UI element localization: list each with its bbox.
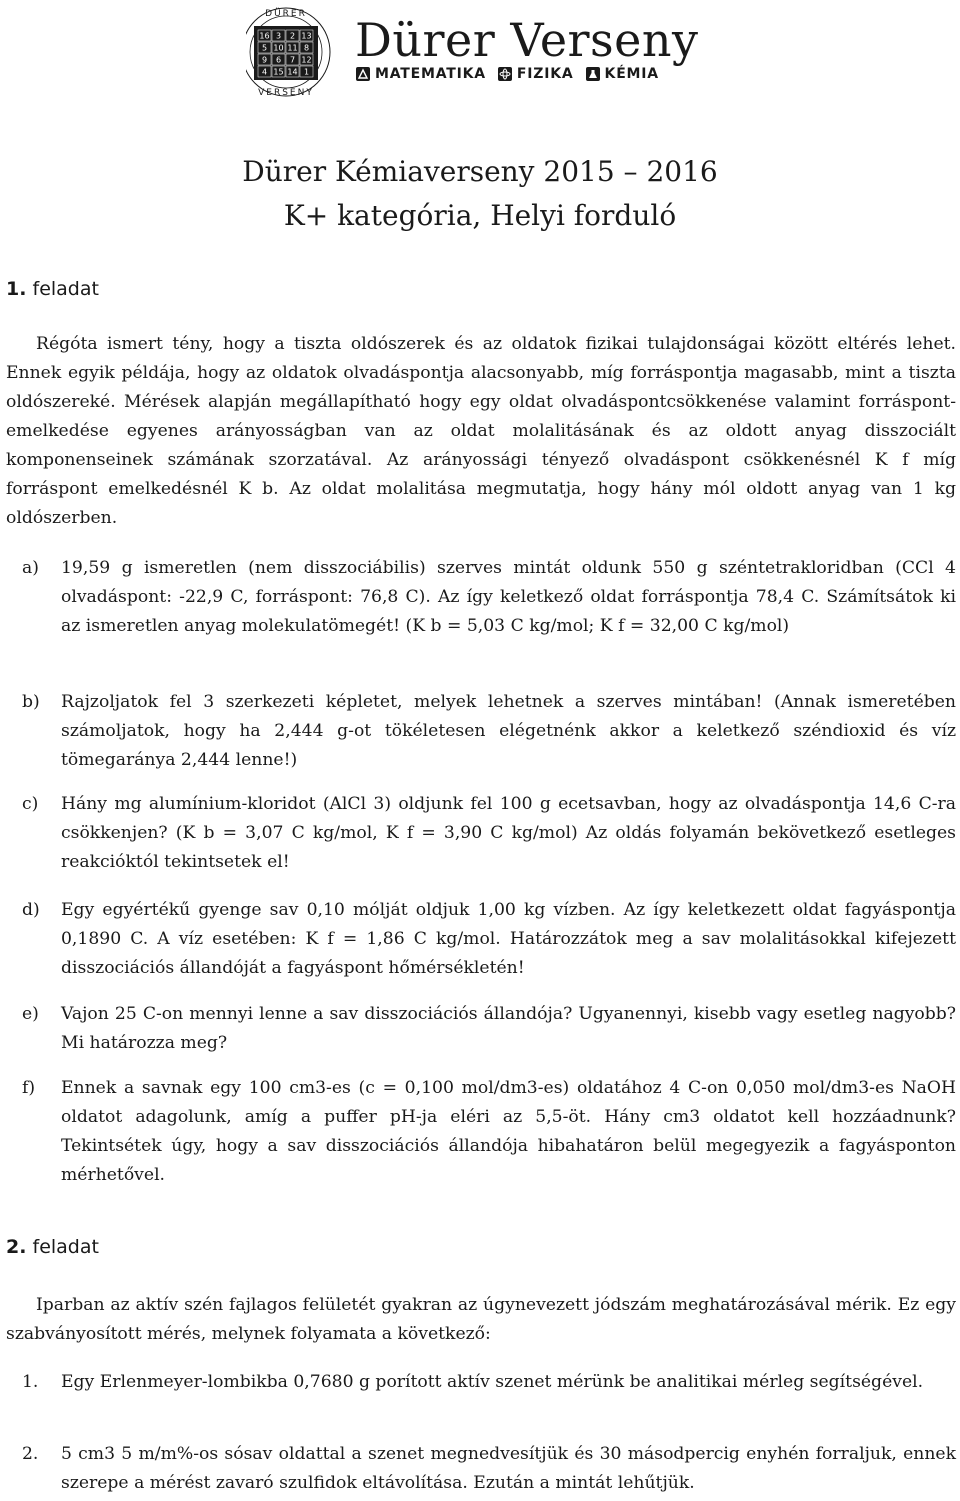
magic-square-number: 10 bbox=[273, 43, 284, 53]
magic-square-number: 5 bbox=[261, 43, 268, 53]
intro-text: Iparban az aktív szén fajlagos felületét gyakran az úgynevezett jódszám meghatározásával mérik. Ez egy szabványosított mérés, melynek folyamata a következő: bbox=[6, 1295, 956, 1344]
task1-item-b bbox=[6, 688, 956, 775]
item-label: b) bbox=[22, 692, 40, 712]
task1-heading bbox=[6, 276, 99, 302]
step-text: Egy Erlenmeyer-lombikba 0,7680 g porított aktív szenet mérünk be analitikai mérleg segítségével. bbox=[61, 1372, 924, 1392]
magic-square-number: 4 bbox=[261, 67, 268, 77]
task2-step-1 bbox=[6, 1368, 956, 1397]
magic-square-number: 11 bbox=[287, 43, 298, 53]
task-label: feladat bbox=[32, 278, 99, 300]
svg-text:VERSENY: VERSENY bbox=[258, 88, 314, 98]
magic-square-number: 3 bbox=[275, 31, 282, 41]
item-text: Rajzoljatok fel 3 szerkezeti képletet, melyek lehetnek a szerves mintában! (Annak ismeretében számoljatok, hogy ha 2,444 g-ot tökéletesen elégetnénk akkor a keletkező széndioxid és víz tömegaránya 2,444 lenne!) bbox=[61, 692, 956, 770]
item-text: 19,59 g ismeretlen (nem disszociábilis) szerves mintát oldunk 550 g széntetrakloridban (CCl 4 olvadáspont: -22,9 C, forráspont: 76,8 C). Az így keletkező oldat forráspontja 78,4 C. Számítsátok ki az ismeretlen anyag molekulatömegét! (K b = 5,03 C kg/mol; K f = 32,00 C kg/mol) bbox=[61, 558, 956, 636]
header-logo bbox=[246, 4, 726, 100]
item-label: e) bbox=[22, 1004, 39, 1024]
task-label: feladat bbox=[32, 1236, 99, 1258]
task2-intro bbox=[6, 1291, 956, 1349]
subject-label: MATEMATIKA bbox=[375, 66, 486, 82]
flask-icon bbox=[586, 67, 600, 81]
svg-text:DÜRER: DÜRER bbox=[265, 9, 307, 19]
item-label: f) bbox=[22, 1078, 36, 1098]
item-label: c) bbox=[22, 794, 39, 814]
task1-item-d bbox=[6, 896, 956, 983]
item-text: Egy egyértékű gyenge sav 0,10 mólját oldjuk 1,00 kg vízben. Az így keletkezett oldat fagyáspontja 0,1890 C. A víz esetében: K f = 1,86 C kg/mol. Határozzátok meg a sav molalitásokkal kifejezett disszociációs állandóját a fagyáspont hőmérsékletén! bbox=[61, 900, 956, 978]
subject-kemia bbox=[586, 66, 659, 82]
item-text: Vajon 25 C-on mennyi lenne a sav disszociációs állandója? Ugyanennyi, kisebb vagy esetleg nagyobb? Mi határozza meg? bbox=[61, 1004, 956, 1053]
intro-text: Régóta ismert tény, hogy a tiszta oldószerek és az oldatok fizikai tulajdonságai között eltérés lehet. Ennek egyik példája, hogy az oldatok olvadáspontja alacsonyabb, míg forráspontja magasabb, mint a tiszta oldószereké. Mérések alapján megállapítható hogy egy oldat olvadáspontcsökkenése valamint forráspont-emelkedése egyenes arányosságban van az oldat molalitásának és az oldott anyag disszociált komponenseinek számának szorzatával. Az arányossági tényező olvadáspont csökkenésnél K f míg forráspont emelkedésnél K b. Az oldat molalitása megmutatja, hogy hány mól oldott anyag van 1 kg oldószerben. bbox=[6, 334, 956, 528]
magic-square-number: 16 bbox=[259, 31, 270, 41]
magic-square-number: 2 bbox=[289, 31, 296, 41]
magic-square-number: 8 bbox=[303, 43, 310, 53]
durer-emblem-icon bbox=[246, 4, 346, 100]
item-text: Hány mg alumínium-kloridot (AlCl 3) oldjunk fel 100 g ecetsavban, hogy az olvadáspontja 14,6 C-ra csökkenjen? (K b = 3,07 C kg/mol, K f = 3,90 C kg/mol) Az oldás folyamán bekövetkező esetleges reakcióktól tekintsetek el! bbox=[61, 794, 956, 872]
subject-label: KÉMIA bbox=[604, 66, 659, 82]
triangle-icon bbox=[356, 67, 370, 81]
task2-step-2 bbox=[6, 1440, 956, 1498]
magic-square-number: 12 bbox=[301, 55, 312, 65]
document-subtitle: K+ kategória, Helyi forduló bbox=[283, 199, 677, 232]
task1-item-a bbox=[6, 554, 956, 641]
step-label: 1. bbox=[22, 1372, 39, 1392]
subject-matematika bbox=[356, 66, 486, 82]
task2-heading bbox=[6, 1234, 99, 1260]
task1-item-e bbox=[6, 1000, 956, 1058]
magic-square-number: 6 bbox=[275, 55, 282, 65]
item-text: Ennek a savnak egy 100 cm3-es (c = 0,100 mol/dm3-es) oldatához 4 C-on 0,050 mol/dm3-es NaOH oldatot adagolunk, amíg a puffer pH-ja eléri az 5,5-öt. Hány cm3 oldatot kell hozzáadnunk? Tekintsétek úgy, hogy a sav disszociációs állandója hibahatáron belül megegyezik a fagyásponton mérhetővel. bbox=[61, 1078, 956, 1185]
brand-name: Dürer Verseny bbox=[355, 13, 699, 67]
subject-list bbox=[356, 66, 659, 82]
task1-intro bbox=[6, 330, 956, 533]
magic-square-number: 14 bbox=[287, 67, 298, 77]
task1-item-f bbox=[6, 1074, 956, 1190]
magic-square-number: 7 bbox=[289, 55, 296, 65]
subject-fizika bbox=[498, 66, 574, 82]
item-label: a) bbox=[22, 558, 39, 578]
magic-square-number: 13 bbox=[301, 31, 312, 41]
document-title: Dürer Kémiaverseny 2015 – 2016 bbox=[242, 155, 718, 188]
magic-square-number: 15 bbox=[273, 67, 284, 77]
step-text: 5 cm3 5 m/m%-os sósav oldattal a szenet megnedvesítjük és 30 másodpercig enyhén forraljuk, ennek szerepe a mérést zavaró szulfidok eltávolítása. Ezután a mintát lehűtjük. bbox=[61, 1444, 956, 1493]
magic-square-number: 1 bbox=[303, 67, 310, 77]
atom-icon bbox=[498, 67, 512, 81]
task1-item-c bbox=[6, 790, 956, 877]
subject-label: FIZIKA bbox=[516, 66, 574, 82]
task-number: 2. bbox=[6, 1236, 27, 1258]
task-number: 1. bbox=[6, 278, 27, 300]
item-label: d) bbox=[22, 900, 40, 920]
magic-square-number: 9 bbox=[261, 55, 268, 65]
step-label: 2. bbox=[22, 1444, 39, 1464]
